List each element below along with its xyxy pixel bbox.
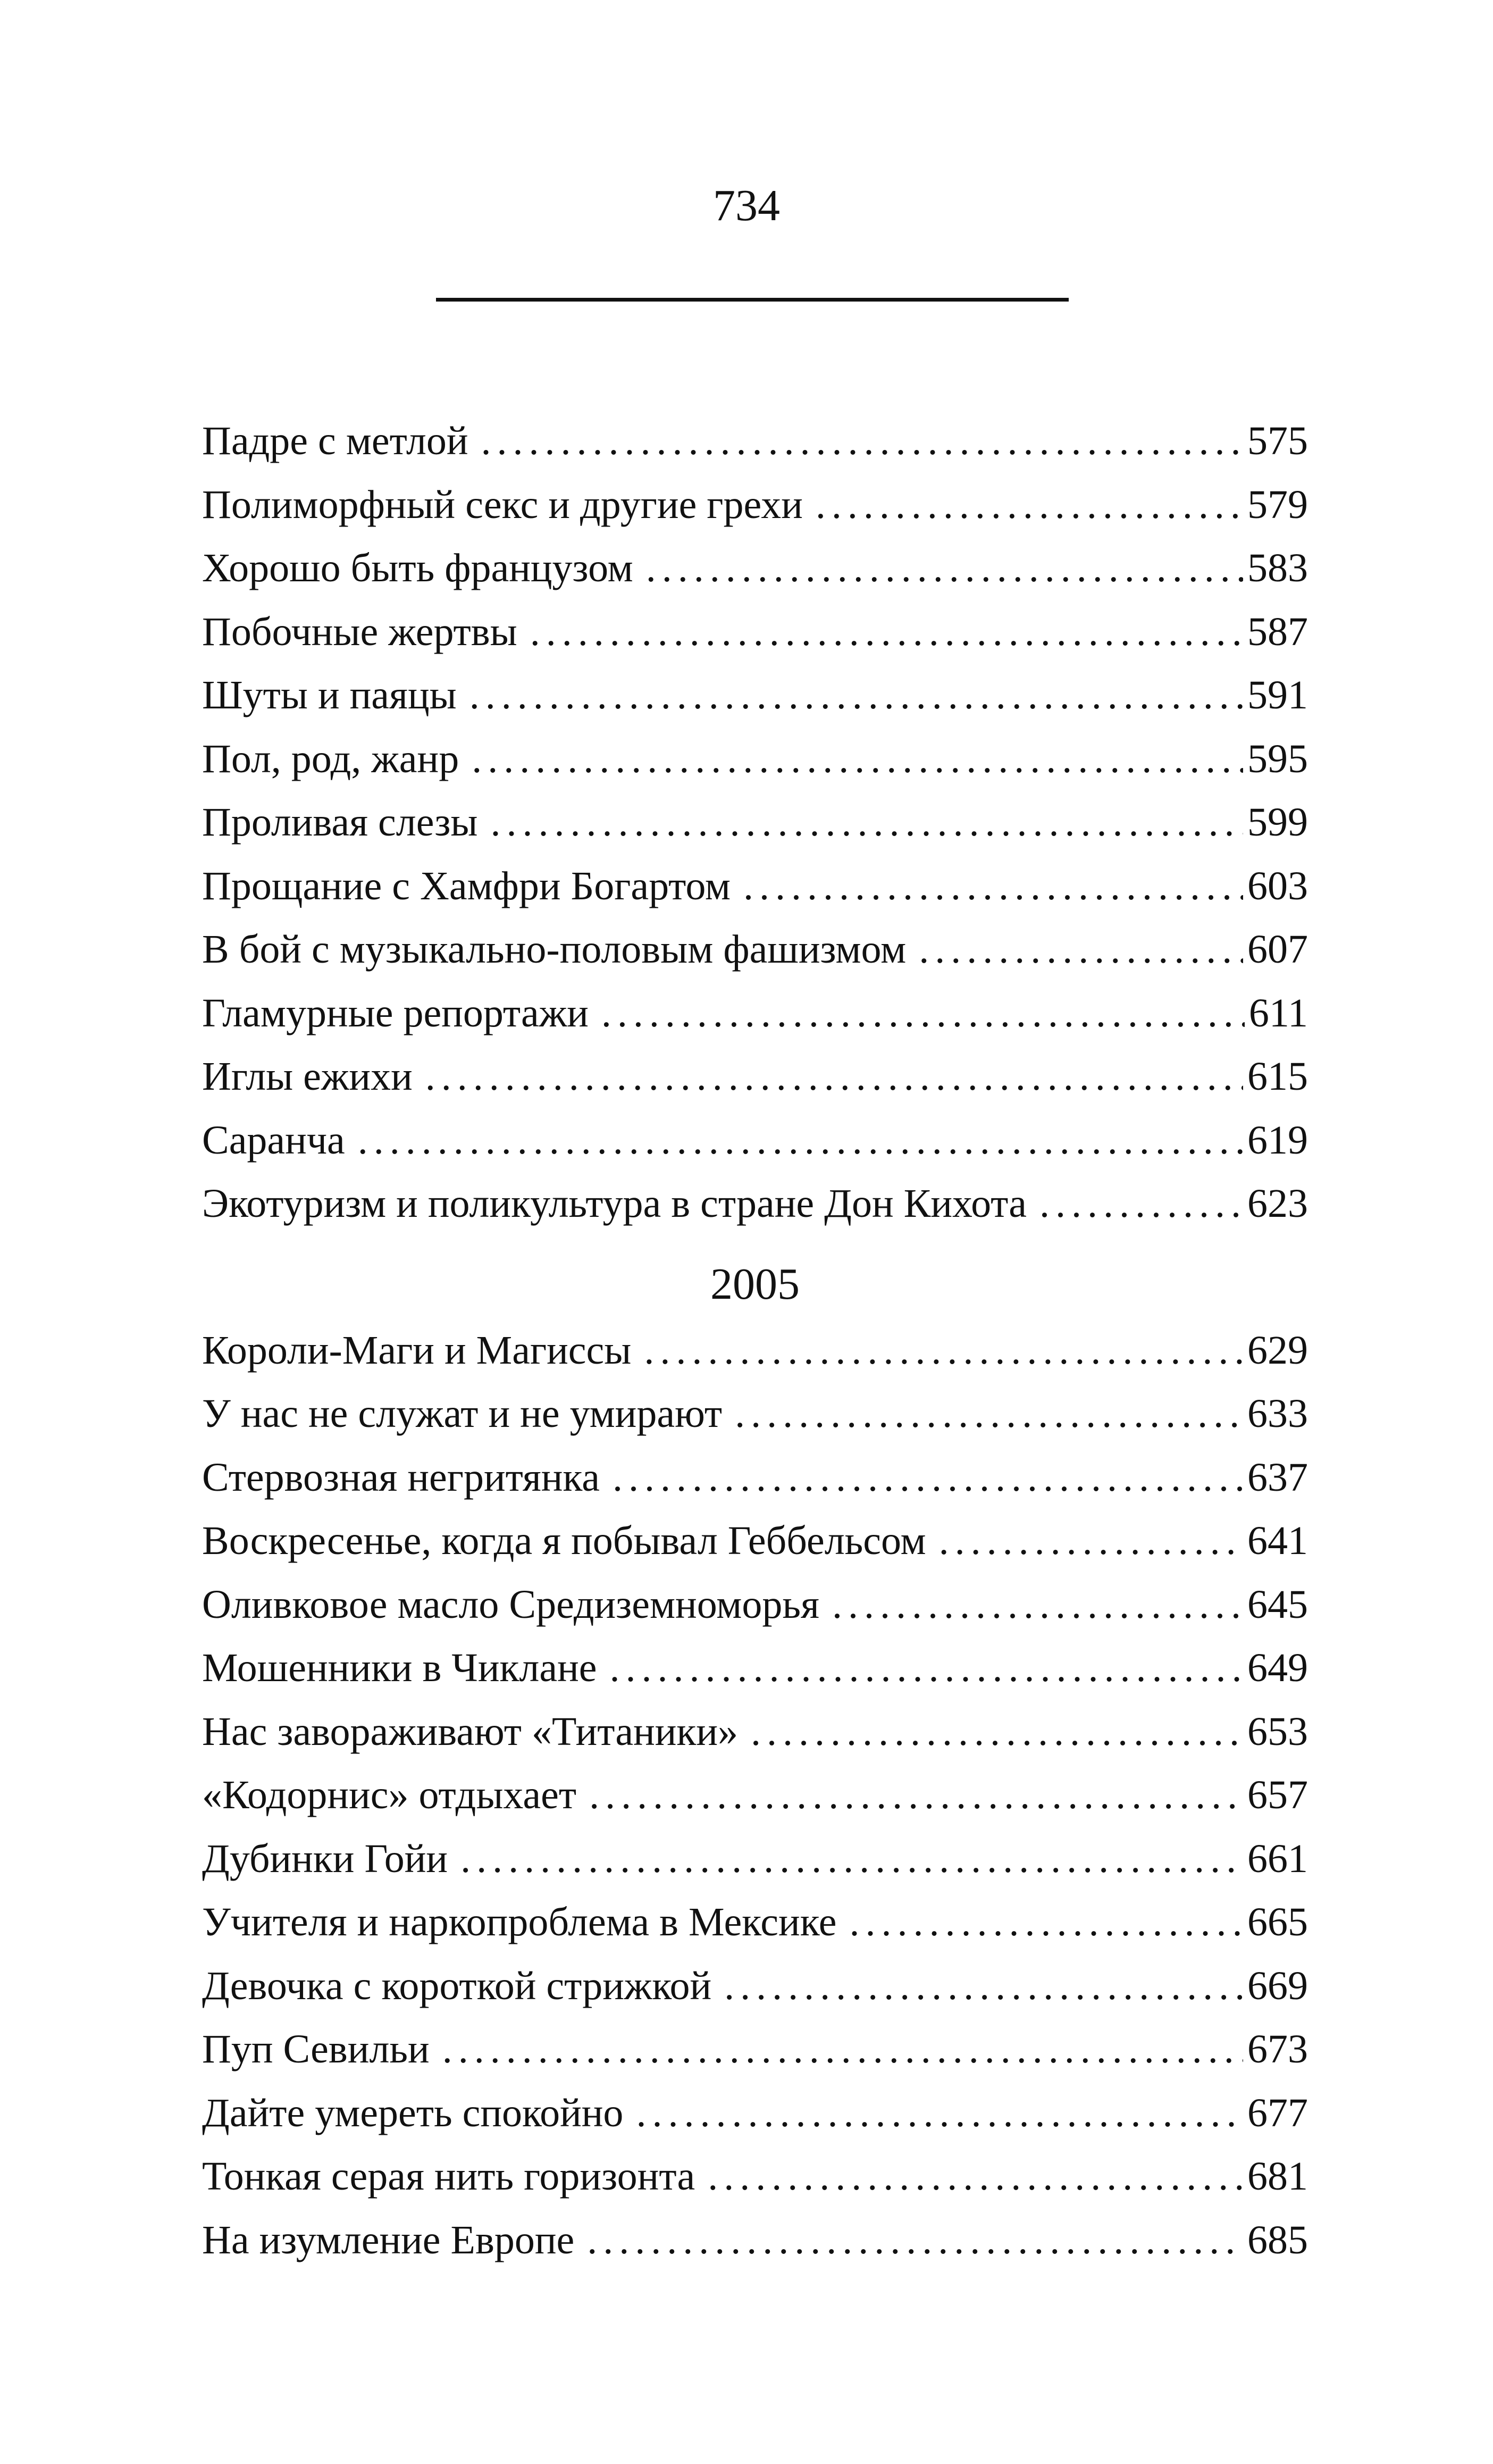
entry-page: 599	[1247, 800, 1308, 845]
entry-title: Саранча	[202, 1117, 345, 1163]
dot-leader	[832, 1573, 1243, 1637]
dot-leader	[636, 2082, 1243, 2145]
toc-entry[interactable]	[202, 2018, 1308, 2082]
entry-title: Побочные жертвы	[202, 609, 517, 654]
dot-leader	[442, 2018, 1243, 2082]
entry-title: Шуты и паяцы	[202, 673, 457, 717]
entry-page: 623	[1247, 1181, 1308, 1226]
toc-entry[interactable]	[202, 1573, 1308, 1637]
dot-leader	[743, 855, 1243, 918]
entry-title: Иглы ежихи	[202, 1054, 413, 1099]
toc-entry[interactable]	[202, 473, 1308, 537]
entry-title: Проливая слезы	[202, 800, 478, 845]
toc-entry[interactable]	[202, 1172, 1308, 1236]
dot-leader	[601, 982, 1245, 1046]
entry-page: 641	[1247, 1518, 1308, 1563]
entry-title: Хорошо быть французом	[202, 546, 633, 590]
entry-title: Полиморфный секс и другие грехи	[202, 482, 803, 527]
dot-leader	[460, 1827, 1243, 1891]
dot-leader	[358, 1109, 1243, 1173]
dot-leader	[481, 410, 1244, 473]
toc-entry[interactable]	[202, 2145, 1308, 2209]
toc-entry[interactable]	[202, 537, 1308, 600]
entry-page: 677	[1247, 2090, 1308, 2135]
entry-title: Девочка с короткой стрижкой	[202, 1963, 712, 2008]
entry-page: 657	[1247, 1773, 1308, 1817]
entry-title: Нас завораживают «Титаники»	[202, 1709, 739, 1754]
dot-leader	[587, 2209, 1243, 2273]
dot-leader	[919, 918, 1243, 982]
dot-leader	[472, 728, 1243, 791]
toc-entry[interactable]	[202, 728, 1308, 791]
page-number: 734	[713, 181, 780, 230]
dot-leader	[735, 1382, 1243, 1446]
dot-leader	[724, 1955, 1243, 2018]
entry-title: Падре с метлой	[202, 419, 468, 463]
toc-entry[interactable]	[202, 2082, 1308, 2145]
toc-entry[interactable]	[202, 410, 1308, 473]
entry-title: Пол, род, жанр	[202, 736, 459, 781]
dot-leader	[589, 1764, 1243, 1827]
toc-entry[interactable]	[202, 2209, 1308, 2273]
entry-page: 615	[1247, 1054, 1308, 1099]
toc-entry[interactable]	[202, 1045, 1308, 1109]
toc-section-2-list	[202, 1319, 1308, 2273]
entry-title: Тонкая серая нить горизонта	[202, 2154, 695, 2199]
toc-entry[interactable]	[202, 1827, 1308, 1891]
entry-title: Короли-Маги и Магиссы	[202, 1327, 632, 1373]
toc-entry[interactable]	[202, 1319, 1308, 1383]
entry-page: 579	[1247, 482, 1308, 527]
toc-entry[interactable]	[202, 1764, 1308, 1827]
entry-page: 633	[1247, 1391, 1308, 1436]
header-rule	[436, 298, 1069, 302]
entry-title: Воскресенье, когда я побывал Геббельсом	[202, 1518, 926, 1563]
entry-title: Дубинки Гойи	[202, 1836, 448, 1881]
entry-page: 575	[1247, 419, 1308, 463]
dot-leader	[644, 1319, 1243, 1383]
entry-title: В бой с музыкально-половым фашизмом	[202, 927, 907, 972]
dot-leader	[1039, 1172, 1243, 1236]
entry-page: 637	[1247, 1455, 1308, 1500]
dot-leader	[751, 1700, 1243, 1764]
dot-leader	[613, 1446, 1243, 1510]
entry-page: 603	[1247, 863, 1308, 908]
entry-title: Мошенники в Чиклане	[202, 1646, 597, 1690]
toc-entry[interactable]	[202, 855, 1308, 918]
entry-title: Гламурные репортажи	[202, 990, 589, 1035]
entry-page: 607	[1247, 927, 1308, 972]
entry-page: 591	[1247, 673, 1308, 717]
dot-leader	[425, 1045, 1243, 1109]
entry-page: 645	[1247, 1582, 1308, 1627]
entry-page: 587	[1247, 609, 1308, 654]
toc-entry[interactable]	[202, 1109, 1308, 1173]
toc-entry[interactable]	[202, 1891, 1308, 1955]
entry-title: Оливковое масло Средиземноморья	[202, 1582, 819, 1627]
entry-page: 649	[1247, 1646, 1308, 1690]
entry-title: Прощание с Хамфри Богартом	[202, 863, 731, 908]
dot-leader	[646, 537, 1243, 600]
entry-page: 661	[1247, 1836, 1308, 1881]
toc-entry[interactable]	[202, 918, 1308, 982]
entry-page: 681	[1247, 2154, 1308, 2199]
toc-entry[interactable]	[202, 1955, 1308, 2018]
entry-page: 665	[1247, 1900, 1308, 1944]
toc-entry[interactable]	[202, 1700, 1308, 1764]
entry-title: У нас не служат и не умирают	[202, 1391, 723, 1436]
entry-page: 669	[1247, 1963, 1308, 2008]
section-heading-year: 2005	[710, 1259, 800, 1309]
toc-entry[interactable]	[202, 791, 1308, 855]
entry-page: 629	[1247, 1327, 1308, 1373]
toc-entry[interactable]	[202, 1509, 1308, 1573]
entry-title: Учителя и наркопроблема в Мексике	[202, 1900, 837, 1944]
entry-page: 619	[1247, 1117, 1308, 1163]
dot-leader	[469, 664, 1243, 728]
entry-page: 653	[1247, 1709, 1308, 1754]
entry-page: 611	[1248, 990, 1308, 1035]
toc-section-1-list	[202, 410, 1308, 1236]
dot-leader	[849, 1891, 1243, 1955]
toc-entry[interactable]	[202, 600, 1308, 664]
toc-entry[interactable]	[202, 664, 1308, 728]
toc-entry[interactable]	[202, 1382, 1308, 1446]
toc-entry[interactable]	[202, 1446, 1308, 1510]
entry-title: Стервозная негритянка	[202, 1455, 600, 1500]
dot-leader	[530, 600, 1243, 664]
entry-page: 685	[1247, 2217, 1308, 2262]
dot-leader	[816, 473, 1243, 537]
entry-title: «Кодорнис» отдыхает	[202, 1773, 577, 1817]
entry-title: На изумление Европе	[202, 2217, 575, 2262]
toc-entry[interactable]	[202, 982, 1308, 1046]
toc-entry[interactable]	[202, 1636, 1308, 1700]
entry-title: Дайте умереть спокойно	[202, 2090, 624, 2135]
dot-leader	[490, 791, 1243, 855]
entry-page: 595	[1247, 736, 1308, 781]
entry-page: 583	[1247, 546, 1308, 590]
entry-page: 673	[1247, 2027, 1308, 2072]
entry-title: Экотуризм и поликультура в стране Дон Кихота	[202, 1181, 1027, 1226]
table-of-contents	[202, 410, 1308, 2272]
dot-leader	[939, 1509, 1243, 1573]
dot-leader	[708, 2145, 1243, 2209]
entry-title: Пуп Севильи	[202, 2027, 430, 2072]
dot-leader	[609, 1636, 1243, 1700]
